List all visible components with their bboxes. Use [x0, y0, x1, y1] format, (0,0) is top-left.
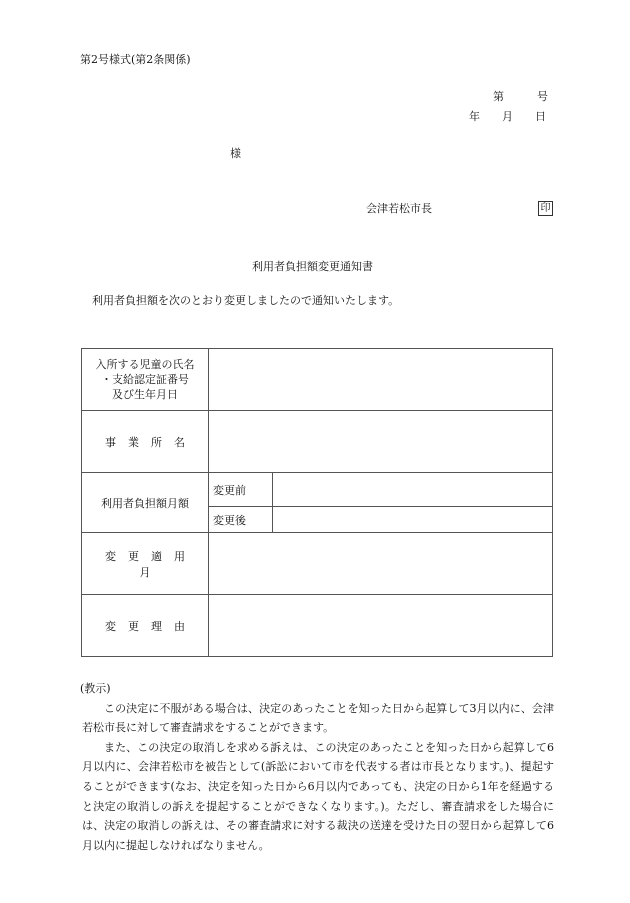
before-change-value — [273, 473, 553, 507]
date-label: 年 月 日 — [469, 110, 546, 123]
change-reason-value — [209, 595, 553, 657]
seal-mark: 印 — [538, 201, 553, 216]
table-row — [82, 473, 553, 507]
notice-heading: (教示) — [80, 682, 111, 695]
facility-name-value — [209, 411, 553, 473]
details-table — [81, 348, 553, 657]
table-row — [82, 411, 553, 473]
form-number: 第2号様式(第2条関係) — [80, 53, 191, 66]
notice-paragraph-2: また、この決定の取消しを求める訴えは、この決定のあったことを知った日から起算して6月以内に、会津若松市を被告として(訴訟において市を代表する者は市長となります。)、提起することができます(なお、決定を知った日から6月以内であっても、決定の日から1年を経過すると決定の取消しの訴えを提起することができなくなります。)。ただし、審査請求をした場合には、決定の取消しの訴えは、その審査請求に対する裁決の送達を受けた日の翌日から起算して6月以内に提起しなければなりません。 — [82, 740, 554, 852]
child-info-label-line: 入所する児童の氏名 — [95, 358, 195, 371]
child-info-value — [209, 349, 553, 411]
table-row — [82, 349, 553, 411]
intro-text: 利用者負担額を次のとおり変更しましたので通知いたします。 — [92, 294, 400, 307]
child-info-label-line: ・支給認定証番号 — [101, 373, 189, 386]
sender-name: 会津若松市長 — [366, 202, 432, 215]
change-reason-label: 変更理由 — [82, 595, 209, 657]
table-row — [82, 533, 553, 595]
apply-month-value — [209, 533, 553, 595]
document-title: 利用者負担額変更通知書 — [252, 260, 373, 273]
addressee-suffix: 様 — [230, 147, 241, 160]
apply-month-label: 変更適用月 — [82, 533, 209, 595]
after-change-label: 変更後 — [209, 507, 273, 533]
table-row — [82, 595, 553, 657]
notice-paragraph-1: この決定に不服がある場合は、決定のあったことを知った日から起算して3月以内に、会津若松市長に対して審査請求をすることができます。 — [82, 701, 554, 735]
child-info-label — [82, 349, 209, 411]
monthly-charge-label: 利用者負担額月額 — [82, 473, 209, 533]
after-change-value — [273, 507, 553, 533]
facility-name-label: 事業所名 — [82, 411, 209, 473]
before-change-label: 変更前 — [209, 473, 273, 507]
appeal-notice — [82, 679, 554, 855]
child-info-label-line: 及び生年月日 — [112, 388, 178, 401]
document-number-label: 第 号 — [493, 90, 548, 103]
